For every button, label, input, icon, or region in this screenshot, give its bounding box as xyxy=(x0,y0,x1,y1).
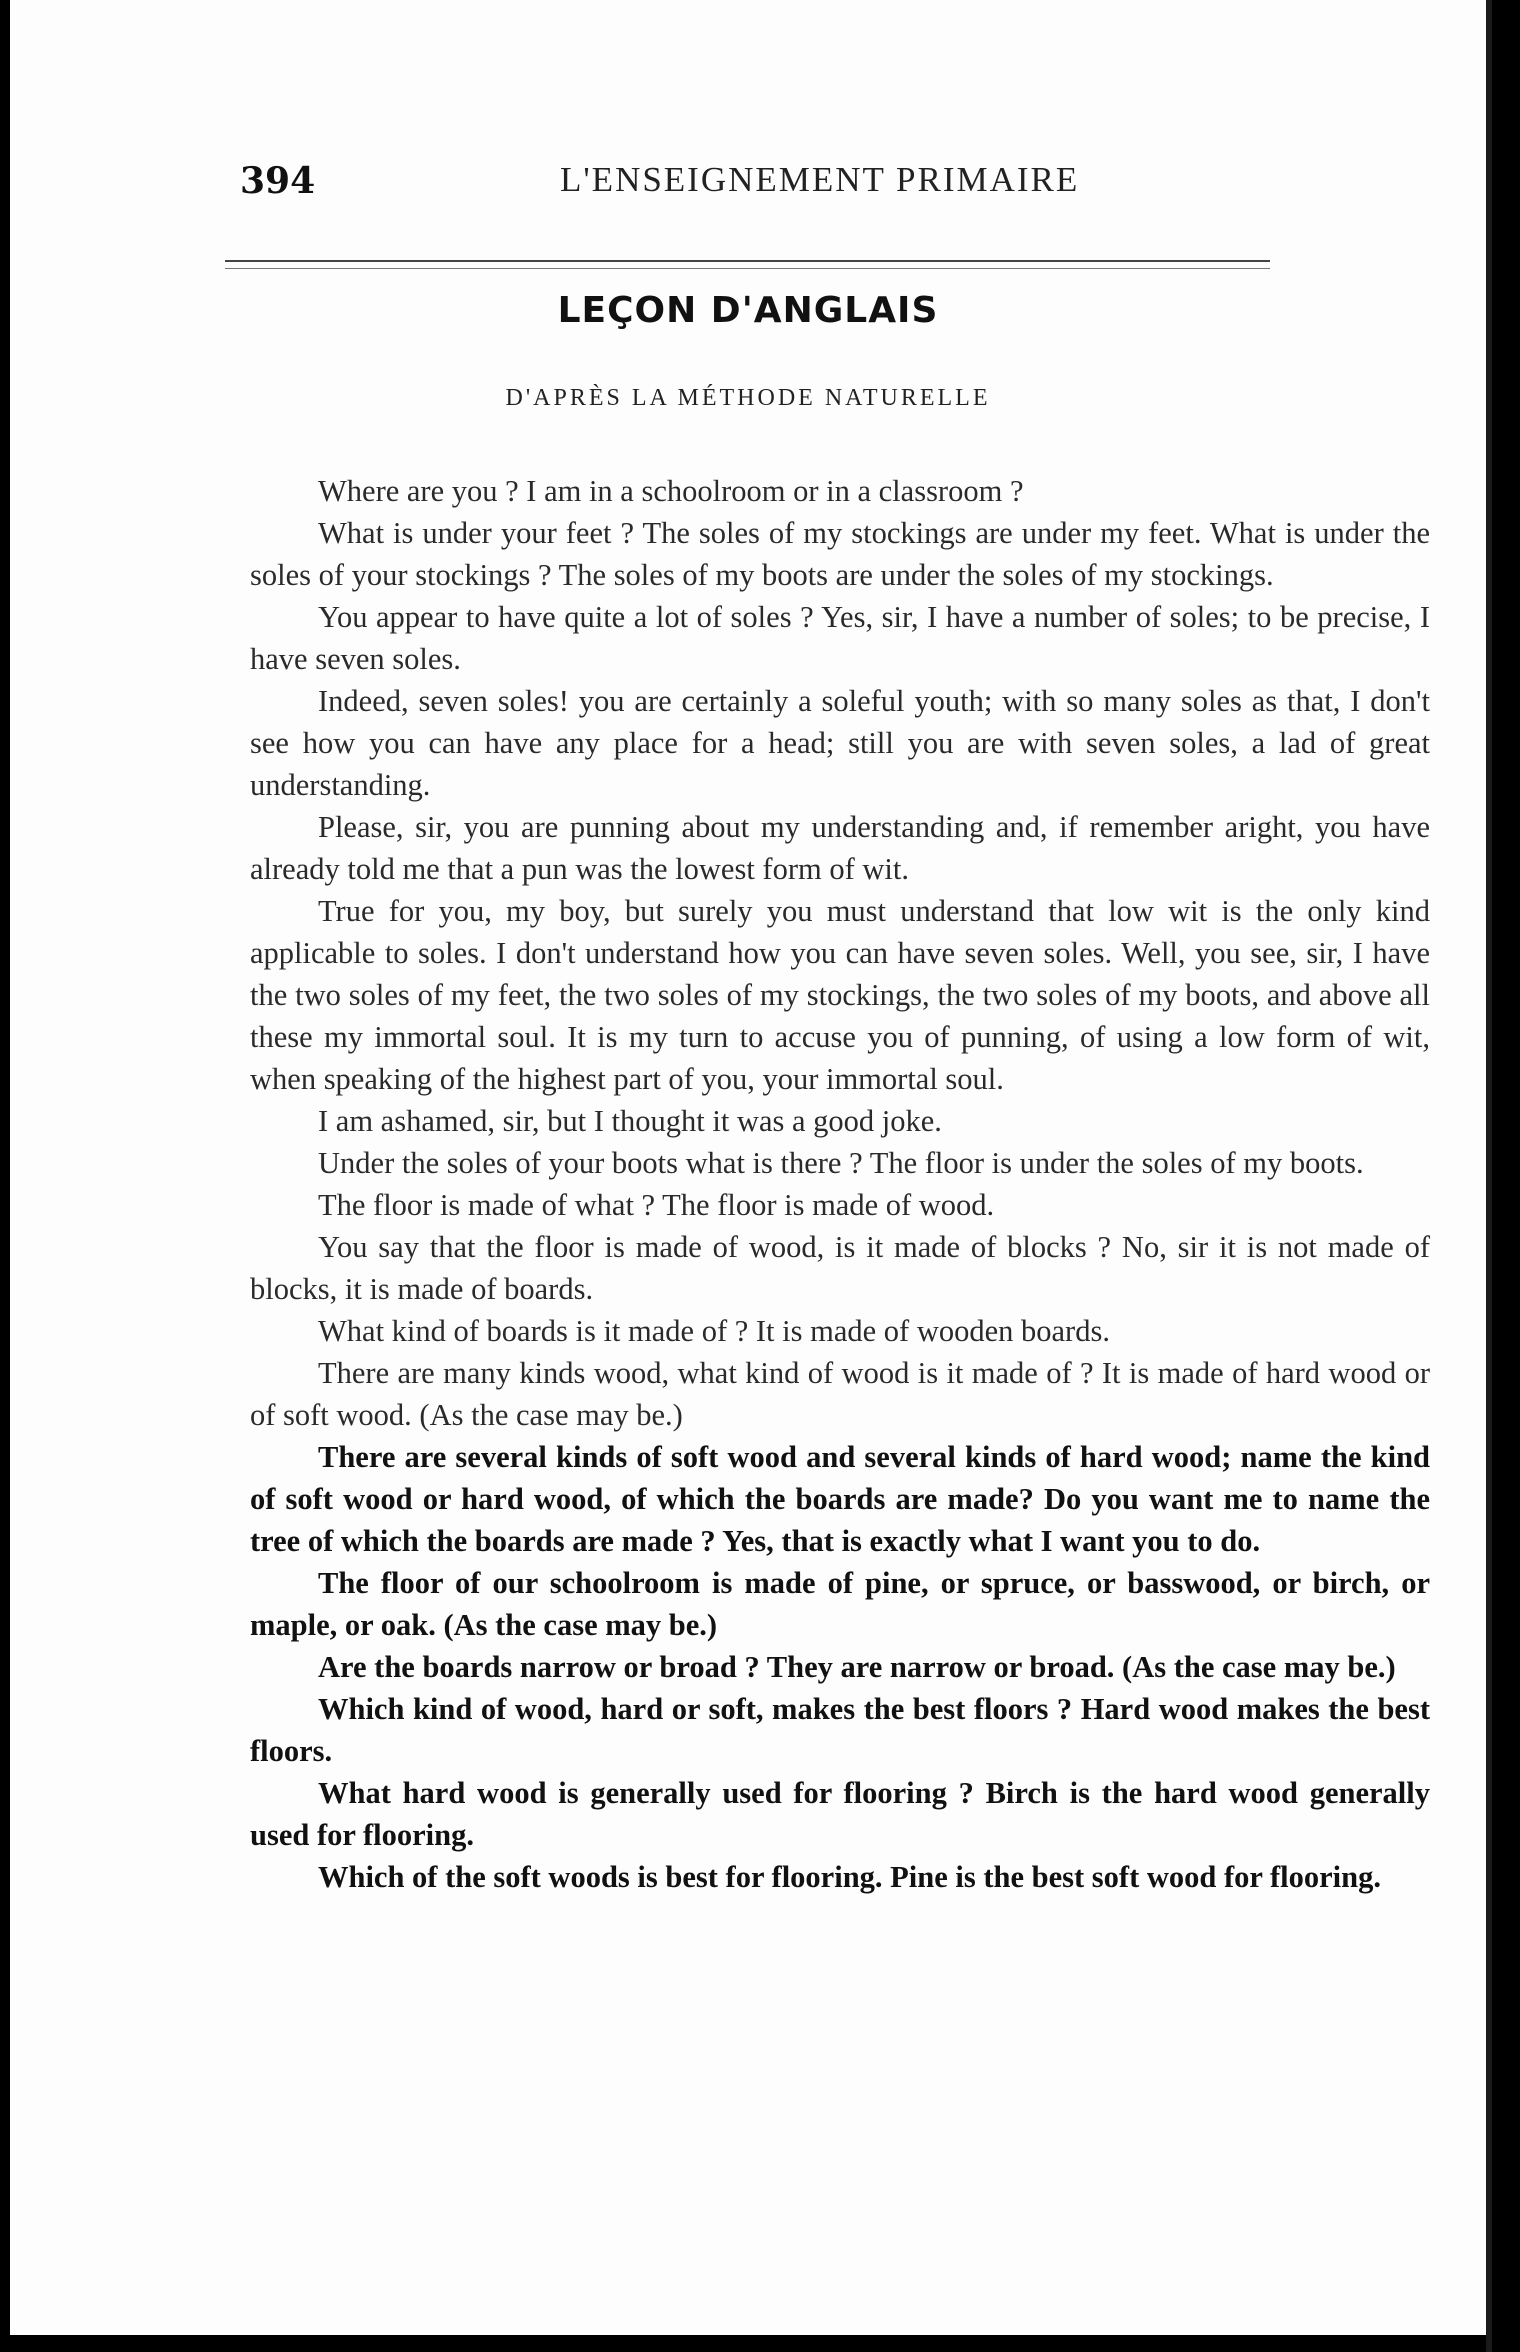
paragraph: Which of the soft woods is best for flooring. Pine is the best soft wood for flooring. xyxy=(318,1860,1381,1894)
paragraph: Are the boards narrow or broad ? They are narrow or broad. (As the case may be.) xyxy=(318,1650,1396,1684)
paragraph: What hard wood is generally used for flooring ? Birch is the hard wood generally used for flooring. xyxy=(250,1776,1430,1852)
paragraph: The floor of our schoolroom is made of pine, or spruce, or basswood, or birch, or maple, or oak. (As the case may be.) xyxy=(250,1566,1430,1642)
paragraph: What is under your feet ? The soles of my stockings are under my feet. What is under the soles of your stockings ? The soles of my boots are under the soles of my stockings. xyxy=(250,516,1430,592)
page-number: 394 xyxy=(240,160,316,202)
paragraph: True for you, my boy, but surely you must understand that low wit is the only kind applicable to soles. I don't understand how you can have seven soles. Well, you see, sir, I have the two soles of my feet, the two soles of my stockings, the two soles of my boots, and above all these my immortal soul. It is my turn to accuse you of punning, of using a low form of wit, when speaking of the highest part of you, your immortal soul. xyxy=(250,894,1430,1096)
article-body xyxy=(250,470,1430,1898)
header-rule xyxy=(225,260,1270,269)
running-title: L'ENSEIGNEMENT PRIMAIRE xyxy=(560,160,1080,199)
article-title: LEÇON D'ANGLAIS xyxy=(557,290,939,331)
paragraph: You appear to have quite a lot of soles ? Yes, sir, I have a number of soles; to be precise, I have seven soles. xyxy=(250,600,1430,676)
paragraph: The floor is made of what ? The floor is made of wood. xyxy=(318,1188,995,1222)
paragraph: There are many kinds wood, what kind of wood is it made of ? It is made of hard wood or of soft wood. (As the case may be.) xyxy=(250,1356,1430,1432)
article-subtitle: D'APRÈS LA MÉTHODE NATURELLE xyxy=(505,385,991,411)
paragraph: Where are you ? I am in a schoolroom or in a classroom ? xyxy=(318,474,1024,508)
page-sheet xyxy=(10,0,1486,2335)
paragraph: There are several kinds of soft wood and several kinds of hard wood; name the kind of soft wood or hard wood, of which the boards are made? Do you want me to name the tree of which the boards are made ? Yes, that is exactly what I want you to do. xyxy=(250,1440,1430,1558)
paragraph: Under the soles of your boots what is there ? The floor is under the soles of my boots. xyxy=(318,1146,1364,1180)
paragraph: Which kind of wood, hard or soft, makes the best floors ? Hard wood makes the best floors. xyxy=(250,1692,1430,1768)
paragraph: Please, sir, you are punning about my understanding and, if remember aright, you have already told me that a pun was the lowest form of wit. xyxy=(250,810,1430,886)
paragraph: Indeed, seven soles! you are certainly a soleful youth; with so many soles as that, I don't see how you can have any place for a head; still you are with seven soles, a lad of great understanding. xyxy=(250,684,1430,802)
paragraph: I am ashamed, sir, but I thought it was a good joke. xyxy=(318,1104,942,1138)
page-header xyxy=(240,160,1140,210)
paragraph: You say that the floor is made of wood, is it made of blocks ? No, sir it is not made of blocks, it is made of boards. xyxy=(250,1230,1430,1306)
page-edge-shadow xyxy=(1486,0,1492,2352)
paragraph: What kind of boards is it made of ? It is made of wooden boards. xyxy=(318,1314,1110,1348)
